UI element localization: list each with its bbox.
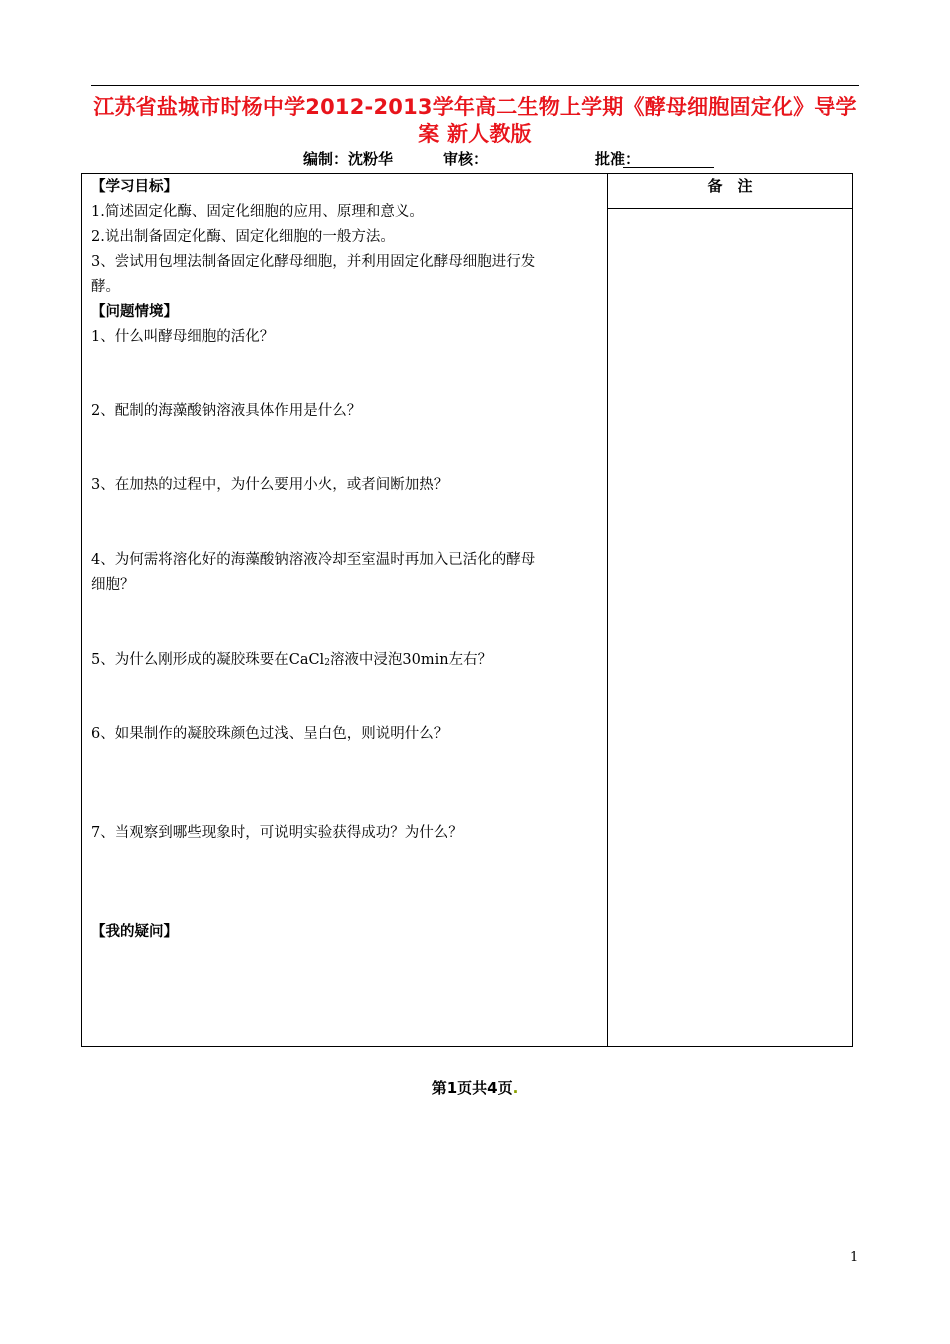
study-sheet-table (81, 173, 853, 1047)
question-5-text: 5、为什么刚形成的凝胶珠要在CaCl (91, 652, 325, 668)
approver-credit: 批准： (595, 150, 641, 168)
goal-item: 3、尝试用包埋法制备固定化酵母细胞，并利用固定化酵母细胞进行发 (91, 254, 536, 270)
page-number: 1 (850, 1250, 859, 1265)
question-2: 2、配制的海藻酸钠溶液具体作用是什么？ (91, 403, 362, 419)
subscript-2: 2 (324, 658, 330, 668)
question-4: 4、为何需将溶化好的海藻酸钠溶液冷却至室温时再加入已活化的酵母 (91, 552, 536, 568)
editor-credit: 编制：沈粉华 (303, 150, 394, 168)
title-line-1: 江苏省盐城市时杨中学2012-2013学年高二生物上学期《酵母细胞固定化》导学 (93, 95, 857, 119)
footer-dot: . (512, 1079, 519, 1097)
goal-item: 2.说出制备固定化酶、固定化细胞的一般方法。 (91, 229, 395, 245)
goals-heading: 【学习目标】 (91, 179, 178, 195)
page-footer (0, 1077, 950, 1098)
doubts-heading: 【我的疑问】 (91, 924, 178, 940)
title-line-2: 案 新人教版 (418, 122, 532, 146)
page-info: 第1页共4页 (431, 1079, 513, 1097)
question-5 (91, 650, 492, 673)
question-4-continued: 细胞？ (91, 577, 135, 593)
column-divider (607, 174, 608, 1046)
question-6: 6、如果制作的凝胶珠颜色过浅、呈白色，则说明什么？ (91, 726, 449, 742)
question-5-text-end: 溶液中浸泡30min左右？ (329, 652, 493, 668)
document-title (86, 94, 864, 148)
question-7: 7、当观察到哪些现象时，可说明实验获得成功？为什么？ (91, 825, 463, 841)
reviewer-credit: 审核： (443, 150, 489, 168)
question-3: 3、在加热的过程中，为什么要用小火，或者间断加热？ (91, 477, 449, 493)
question-1: 1、什么叫酵母细胞的活化？ (91, 329, 275, 345)
questions-heading: 【问题情境】 (91, 304, 178, 320)
remarks-heading: 备 注 (608, 174, 852, 209)
approver-blank-line (623, 167, 714, 168)
top-rule (91, 85, 859, 86)
goal-item: 酵。 (91, 279, 120, 295)
goal-item: 1.简述固定化酶、固定化细胞的应用、原理和意义。 (91, 204, 424, 220)
